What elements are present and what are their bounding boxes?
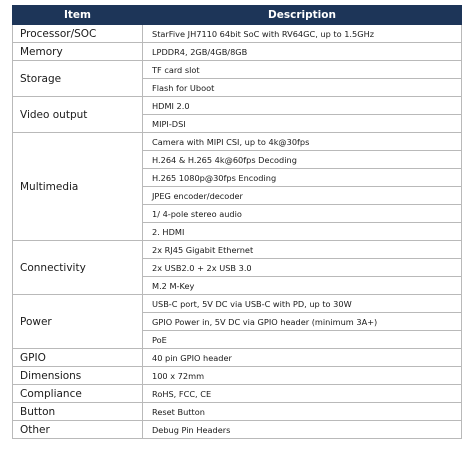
spec-description: Reset Button bbox=[143, 403, 462, 421]
spec-item-label: GPIO bbox=[13, 349, 143, 367]
spec-description: M.2 M-Key bbox=[143, 277, 462, 295]
spec-description: Flash for Uboot bbox=[143, 79, 462, 97]
spec-item-label: Dimensions bbox=[13, 367, 143, 385]
spec-item-label: Processor/SOC bbox=[13, 25, 143, 43]
table-row bbox=[13, 367, 462, 385]
table-row bbox=[13, 295, 462, 313]
table-row bbox=[13, 385, 462, 403]
spec-item-label: Memory bbox=[13, 43, 143, 61]
spec-description: 100 x 72mm bbox=[143, 367, 462, 385]
spec-description: GPIO Power in, 5V DC via GPIO header (minimum 3A+) bbox=[143, 313, 462, 331]
spec-description: 2x RJ45 Gigabit Ethernet bbox=[143, 241, 462, 259]
spec-item-label: Multimedia bbox=[13, 133, 143, 241]
table-row bbox=[13, 25, 462, 43]
spec-description: Camera with MIPI CSI, up to 4k@30fps bbox=[143, 133, 462, 151]
table-row bbox=[13, 421, 462, 439]
spec-description: 1/ 4-pole stereo audio bbox=[143, 205, 462, 223]
table-row bbox=[13, 43, 462, 61]
table-row bbox=[13, 241, 462, 259]
table-row bbox=[13, 133, 462, 151]
header-item: Item bbox=[13, 6, 143, 25]
table-body bbox=[13, 25, 462, 439]
spec-description: H.264 & H.265 4k@60fps Decoding bbox=[143, 151, 462, 169]
spec-description: 40 pin GPIO header bbox=[143, 349, 462, 367]
spec-item-label: Power bbox=[13, 295, 143, 349]
spec-description: StarFive JH7110 64bit SoC with RV64GC, up to 1.5GHz bbox=[143, 25, 462, 43]
spec-item-label: Video output bbox=[13, 97, 143, 133]
spec-description: USB-C port, 5V DC via USB-C with PD, up to 30W bbox=[143, 295, 462, 313]
table-row bbox=[13, 403, 462, 421]
spec-item-label: Button bbox=[13, 403, 143, 421]
header-row bbox=[13, 6, 462, 25]
spec-description: 2. HDMI bbox=[143, 223, 462, 241]
spec-description: PoE bbox=[143, 331, 462, 349]
table-row bbox=[13, 349, 462, 367]
spec-description: MIPI-DSI bbox=[143, 115, 462, 133]
table-row bbox=[13, 97, 462, 115]
table-header bbox=[13, 6, 462, 25]
spec-description: LPDDR4, 2GB/4GB/8GB bbox=[143, 43, 462, 61]
spec-description: JPEG encoder/decoder bbox=[143, 187, 462, 205]
spec-item-label: Connectivity bbox=[13, 241, 143, 295]
spec-description: HDMI 2.0 bbox=[143, 97, 462, 115]
spec-item-label: Compliance bbox=[13, 385, 143, 403]
spec-item-label: Storage bbox=[13, 61, 143, 97]
spec-description: H.265 1080p@30fps Encoding bbox=[143, 169, 462, 187]
table-row bbox=[13, 61, 462, 79]
spec-description: RoHS, FCC, CE bbox=[143, 385, 462, 403]
spec-description: 2x USB2.0 + 2x USB 3.0 bbox=[143, 259, 462, 277]
spec-description: Debug Pin Headers bbox=[143, 421, 462, 439]
header-description: Description bbox=[143, 6, 462, 25]
spec-table bbox=[12, 5, 462, 439]
spec-description: TF card slot bbox=[143, 61, 462, 79]
spec-item-label: Other bbox=[13, 421, 143, 439]
